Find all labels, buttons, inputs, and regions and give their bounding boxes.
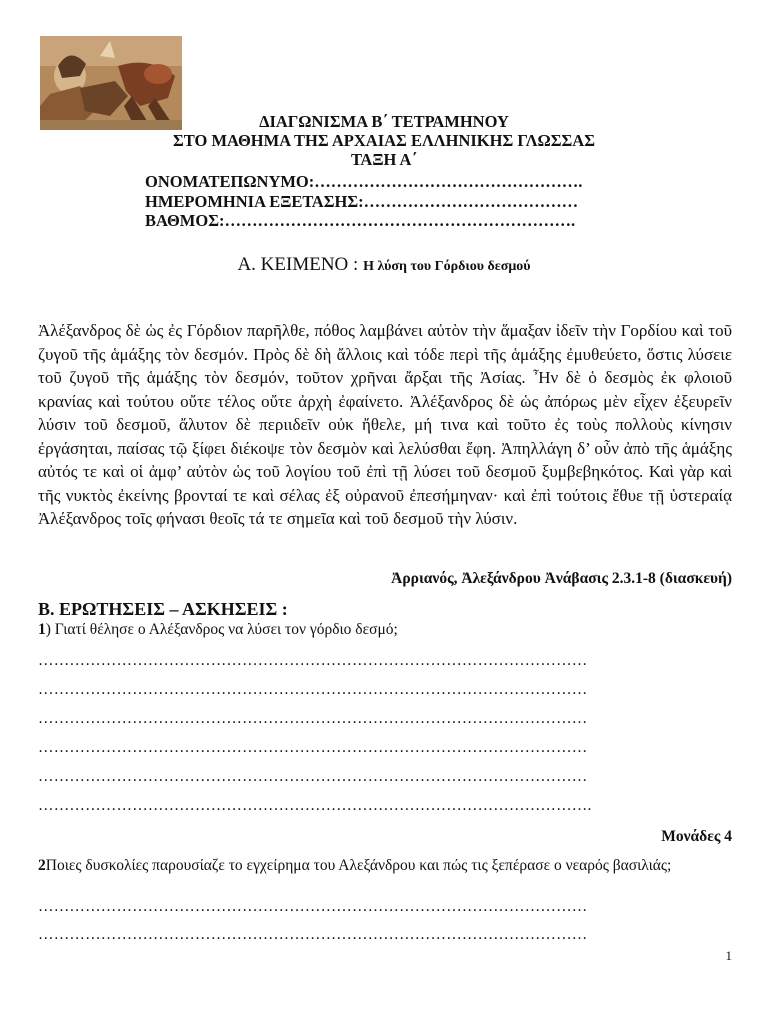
grade-field[interactable]: ΒΑΘΜΟΣ:……………………………………………………….	[145, 211, 576, 230]
answer-line[interactable]: ……………………………………………………………………………………………	[38, 652, 588, 669]
page-number: 1	[725, 948, 732, 963]
section-a-subtitle: Η λύση του Γόρδιου δεσμού	[363, 259, 531, 274]
answer-line[interactable]: ……………………………………………………………………………………………	[38, 768, 588, 785]
exam-class: ΤΑΞΗ Α΄	[351, 150, 417, 169]
student-fields	[0, 172, 768, 231]
section-a-heading	[0, 254, 768, 276]
ancient-text: Ἀλέξανδρος δὲ ὡς ἐς Γόρδιον παρῆλθε, πόθος λαμβάνει αὐτὸν τὴν ἅμαξαν ἰδεῖν τὴν Γορδίου καὶ τοῦ ζυγοῦ τῆς ἁμάξης τὸν δεσμόν. Πρὸς δὲ δὴ ἄλλοις καὶ τόδε περὶ τῆς ἁμάξης ἐμυθεύετο, ὅστις λύσειε τοῦ ζυγοῦ τῆς ἁμάξης τὸν δεσμόν, τοῦτον χρῆναι ἄρξαι τῆς Ἀσίας. Ἦν δὲ ὁ δεσμὸς ἐκ φλοιοῦ κρανίας καὶ τούτου οὔτε τέλος οὔτε ἀρχὴ ἐφαίνετο. Ἀλέξανδρος δὲ ὡς ἀπόρως μὲν εἶχεν ἐξευρεῖν λύσιν τοῦ δεσμοῦ, ἄλυτον δὲ περιιδεῖν οὐκ ἤθελε, μή τινα καὶ τοῦτο ἐς τοὺς πολλοὺς κίνησιν ἐργάσηται, παίσας τῷ ξίφει διέκοψε τὸν δεσμὸν καὶ λελύσθαι ἔφη. Ἀπηλλάγη δ’ οὖν ἀπὸ τῆς ἁμάξης αὐτός τε καὶ οἱ ἀμφ’ αὐτὸν ὡς τοῦ λογίου τοῦ ἐπὶ τῇ λύσει τοῦ δεσμοῦ ξυμβεβηκότος. Καὶ γὰρ καὶ τῆς νυκτὸς ἐκείνης βρονταί τε καὶ σέλας ἐξ οὐρανοῦ ἐπεσήμηναν· καὶ ἐπὶ τούτοις ἔθυε τῇ ὑστεραίᾳ Ἀλέξανδρος τοῖς φήνασι θεοῖς τά τε σημεῖα καὶ τοῦ δεσμοῦ τὴν λύσιν.	[38, 321, 732, 528]
exam-header	[0, 112, 768, 169]
name-field[interactable]: ΟΝΟΜΑΤΕΠΩΝΥΜΟ:………………………………………….	[145, 172, 583, 191]
answer-line[interactable]: ……………………………………………………………………………………………	[38, 710, 588, 727]
question-1-number: 1	[38, 621, 46, 638]
answer-line[interactable]: ……………………………………………………………………………………………	[38, 926, 588, 943]
text-source: Ἀρριανός, Ἀλεξάνδρου Ἀνάβασις 2.3.1-8 (διασκευή)	[391, 570, 732, 587]
question-1	[38, 621, 398, 639]
exam-title: ΔΙΑΓΩΝΙΣΜΑ Β΄ ΤΕΤΡΑΜΗΝΟΥ	[259, 112, 509, 131]
question-2	[38, 856, 718, 876]
question-1-text: ) Γιατί θέλησε ο Αλέξανδρος να λύσει τον γόρδιο δεσμό;	[45, 621, 398, 638]
question-1-units: Μονάδες 4	[661, 828, 732, 845]
answer-line[interactable]: ……………………………………………………………………………………………	[38, 898, 588, 915]
answer-line[interactable]: …………………………………………………………………………………………….	[38, 797, 592, 814]
section-a-label: Α. ΚΕΙΜΕΝΟ :	[237, 254, 364, 275]
answer-line[interactable]: ……………………………………………………………………………………………	[38, 681, 588, 698]
exam-date-field[interactable]: ΗΜΕΡΟΜΗΝΙΑ ΕΞΕΤΑΣΗΣ:…………………………………	[145, 191, 579, 211]
answer-line[interactable]: ……………………………………………………………………………………………	[38, 739, 588, 756]
exam-subject: ΣΤΟ ΜΑΘΗΜΑ ΤΗΣ ΑΡΧΑΙΑΣ ΕΛΛΗΝΙΚΗΣ ΓΛΩΣΣΑΣ	[172, 131, 596, 150]
question-2-number: 2	[38, 857, 46, 874]
section-b-heading: Β. ΕΡΩΤΗΣΕΙΣ – ΑΣΚΗΣΕΙΣ :	[38, 599, 288, 619]
question-2-text: Ποιες δυσκολίες παρουσίαζε το εγχείρημα του Αλεξάνδρου και πώς τις ξεπέρασε ο νεαρός βασιλιάς;	[45, 857, 672, 874]
